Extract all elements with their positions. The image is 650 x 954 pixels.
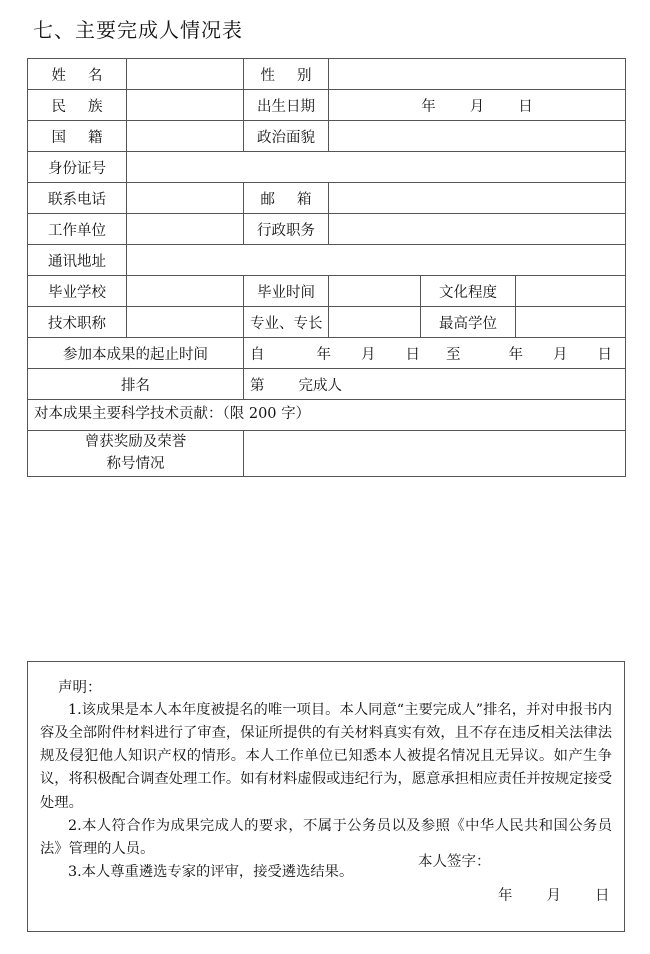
label-nationality-char2: 籍 [88, 129, 103, 146]
declaration-box [27, 661, 625, 932]
field-honors[interactable] [244, 431, 626, 477]
declaration-item-3: 3.本人尊重遴选专家的评审，接受遴选结果。 [68, 864, 354, 881]
signature-day-label: 日 [595, 888, 610, 904]
label-address: 通讯地址 [28, 245, 127, 276]
label-participation-period: 参加本成果的起止时间 [28, 338, 244, 369]
birthdate-year-label: 年 [421, 98, 436, 115]
field-education-level[interactable] [516, 276, 626, 307]
label-ethnicity-char1: 民 [51, 98, 66, 115]
applicant-info-table [27, 58, 626, 477]
signature-year-label: 年 [498, 888, 513, 904]
label-email-char2: 箱 [297, 191, 312, 208]
table-row [28, 307, 626, 338]
label-nationality [28, 121, 127, 152]
field-id-number[interactable] [127, 152, 626, 183]
label-ethnicity-char2: 族 [88, 98, 103, 115]
label-name-char1: 姓 [51, 67, 66, 84]
field-technical-title[interactable] [127, 307, 244, 338]
label-school: 毕业学校 [28, 276, 127, 307]
label-nationality-char1: 国 [51, 129, 66, 146]
period-from-label: 自 [250, 346, 265, 363]
period-start-day: 日 [405, 346, 420, 363]
field-birthdate[interactable] [329, 90, 626, 121]
label-ranking: 排名 [28, 369, 244, 400]
table-row [28, 183, 626, 214]
label-gender-char2: 别 [297, 67, 312, 84]
field-nationality[interactable] [127, 121, 244, 152]
field-administrative-position[interactable] [329, 214, 626, 245]
field-ethnicity[interactable] [127, 90, 244, 121]
field-major-specialty[interactable] [329, 307, 421, 338]
label-workplace: 工作单位 [28, 214, 127, 245]
label-phone: 联系电话 [28, 183, 127, 214]
signature-month-label: 月 [546, 888, 561, 904]
declaration-heading: 声明： [58, 680, 102, 696]
signature-date[interactable] [498, 884, 610, 905]
field-ranking[interactable] [244, 369, 626, 400]
label-name [28, 59, 127, 90]
ranking-ordinal-label: 第 [250, 377, 265, 394]
label-highest-degree: 最高学位 [421, 307, 516, 338]
label-gender-char1: 性 [260, 67, 275, 84]
label-honors [28, 431, 244, 477]
period-start-month: 月 [361, 346, 376, 363]
label-id-number: 身份证号 [28, 152, 127, 183]
table-row [28, 214, 626, 245]
label-administrative-position: 行政职务 [244, 214, 329, 245]
table-row [28, 121, 626, 152]
label-graduation-date: 毕业时间 [244, 276, 329, 307]
table-row [28, 152, 626, 183]
period-end-year: 年 [508, 346, 523, 363]
table-row [28, 276, 626, 307]
field-participation-period[interactable] [244, 338, 626, 369]
label-political-status: 政治面貌 [244, 121, 329, 152]
field-political-status[interactable] [329, 121, 626, 152]
label-gender [244, 59, 329, 90]
label-honors-line2: 称号情况 [106, 456, 165, 473]
field-name[interactable] [127, 59, 244, 90]
period-end-month: 月 [553, 346, 568, 363]
label-contribution: 对本成果主要科学技术贡献：（限 200 字） [34, 406, 311, 423]
field-gender[interactable] [329, 59, 626, 90]
ranking-contributor-label: 完成人 [298, 377, 342, 394]
field-workplace[interactable] [127, 214, 244, 245]
signature-label: 本人签字： [418, 854, 491, 870]
field-email[interactable] [329, 183, 626, 214]
table-row [28, 369, 626, 400]
label-major-specialty: 专业、专长 [244, 307, 329, 338]
field-school[interactable] [127, 276, 244, 307]
period-start-year: 年 [316, 346, 331, 363]
period-to-label: 至 [446, 346, 461, 363]
label-technical-title: 技术职称 [28, 307, 127, 338]
page-title: 七、主要完成人情况表 [33, 18, 243, 42]
label-name-char2: 名 [88, 67, 103, 84]
label-birthdate: 出生日期 [244, 90, 329, 121]
field-highest-degree[interactable] [516, 307, 626, 338]
field-phone[interactable] [127, 183, 244, 214]
period-end-day: 日 [597, 346, 612, 363]
table-row [28, 431, 626, 477]
field-address[interactable] [127, 245, 626, 276]
label-education-level: 文化程度 [421, 276, 516, 307]
declaration-item-1: 1.该成果是本人本年度被提名的唯一项目。本人同意“主要完成人”排名，并对申报书内容及全部附件材料进行了审查，保证所提供的有关材料真实有效，且不存在违反相关法律法规及侵犯他人知识产权的情形。本人工作单位已知悉本人被提名情况且无异议。如产生争议，将积极配合调查处理工作。如有材料虚假或违纪行为，愿意承担相应责任并按规定接受处理。 [40, 702, 612, 811]
field-graduation-date[interactable] [329, 276, 421, 307]
label-honors-line1: 曾获奖励及荣誉 [84, 434, 187, 450]
birthdate-month-label: 月 [469, 98, 485, 115]
label-email-char1: 邮 [260, 191, 275, 208]
declaration-item-2: 2.本人符合作为成果完成人的要求，不属于公务员以及参照《中华人民共和国公务员法》管理的人员。 [40, 817, 612, 857]
birthdate-day-label: 日 [518, 98, 533, 115]
table-row [28, 245, 626, 276]
field-contribution[interactable] [28, 400, 626, 431]
label-email [244, 183, 329, 214]
table-row [28, 59, 626, 90]
table-row [28, 338, 626, 369]
table-row [28, 90, 626, 121]
label-ethnicity [28, 90, 127, 121]
table-row [28, 400, 626, 431]
